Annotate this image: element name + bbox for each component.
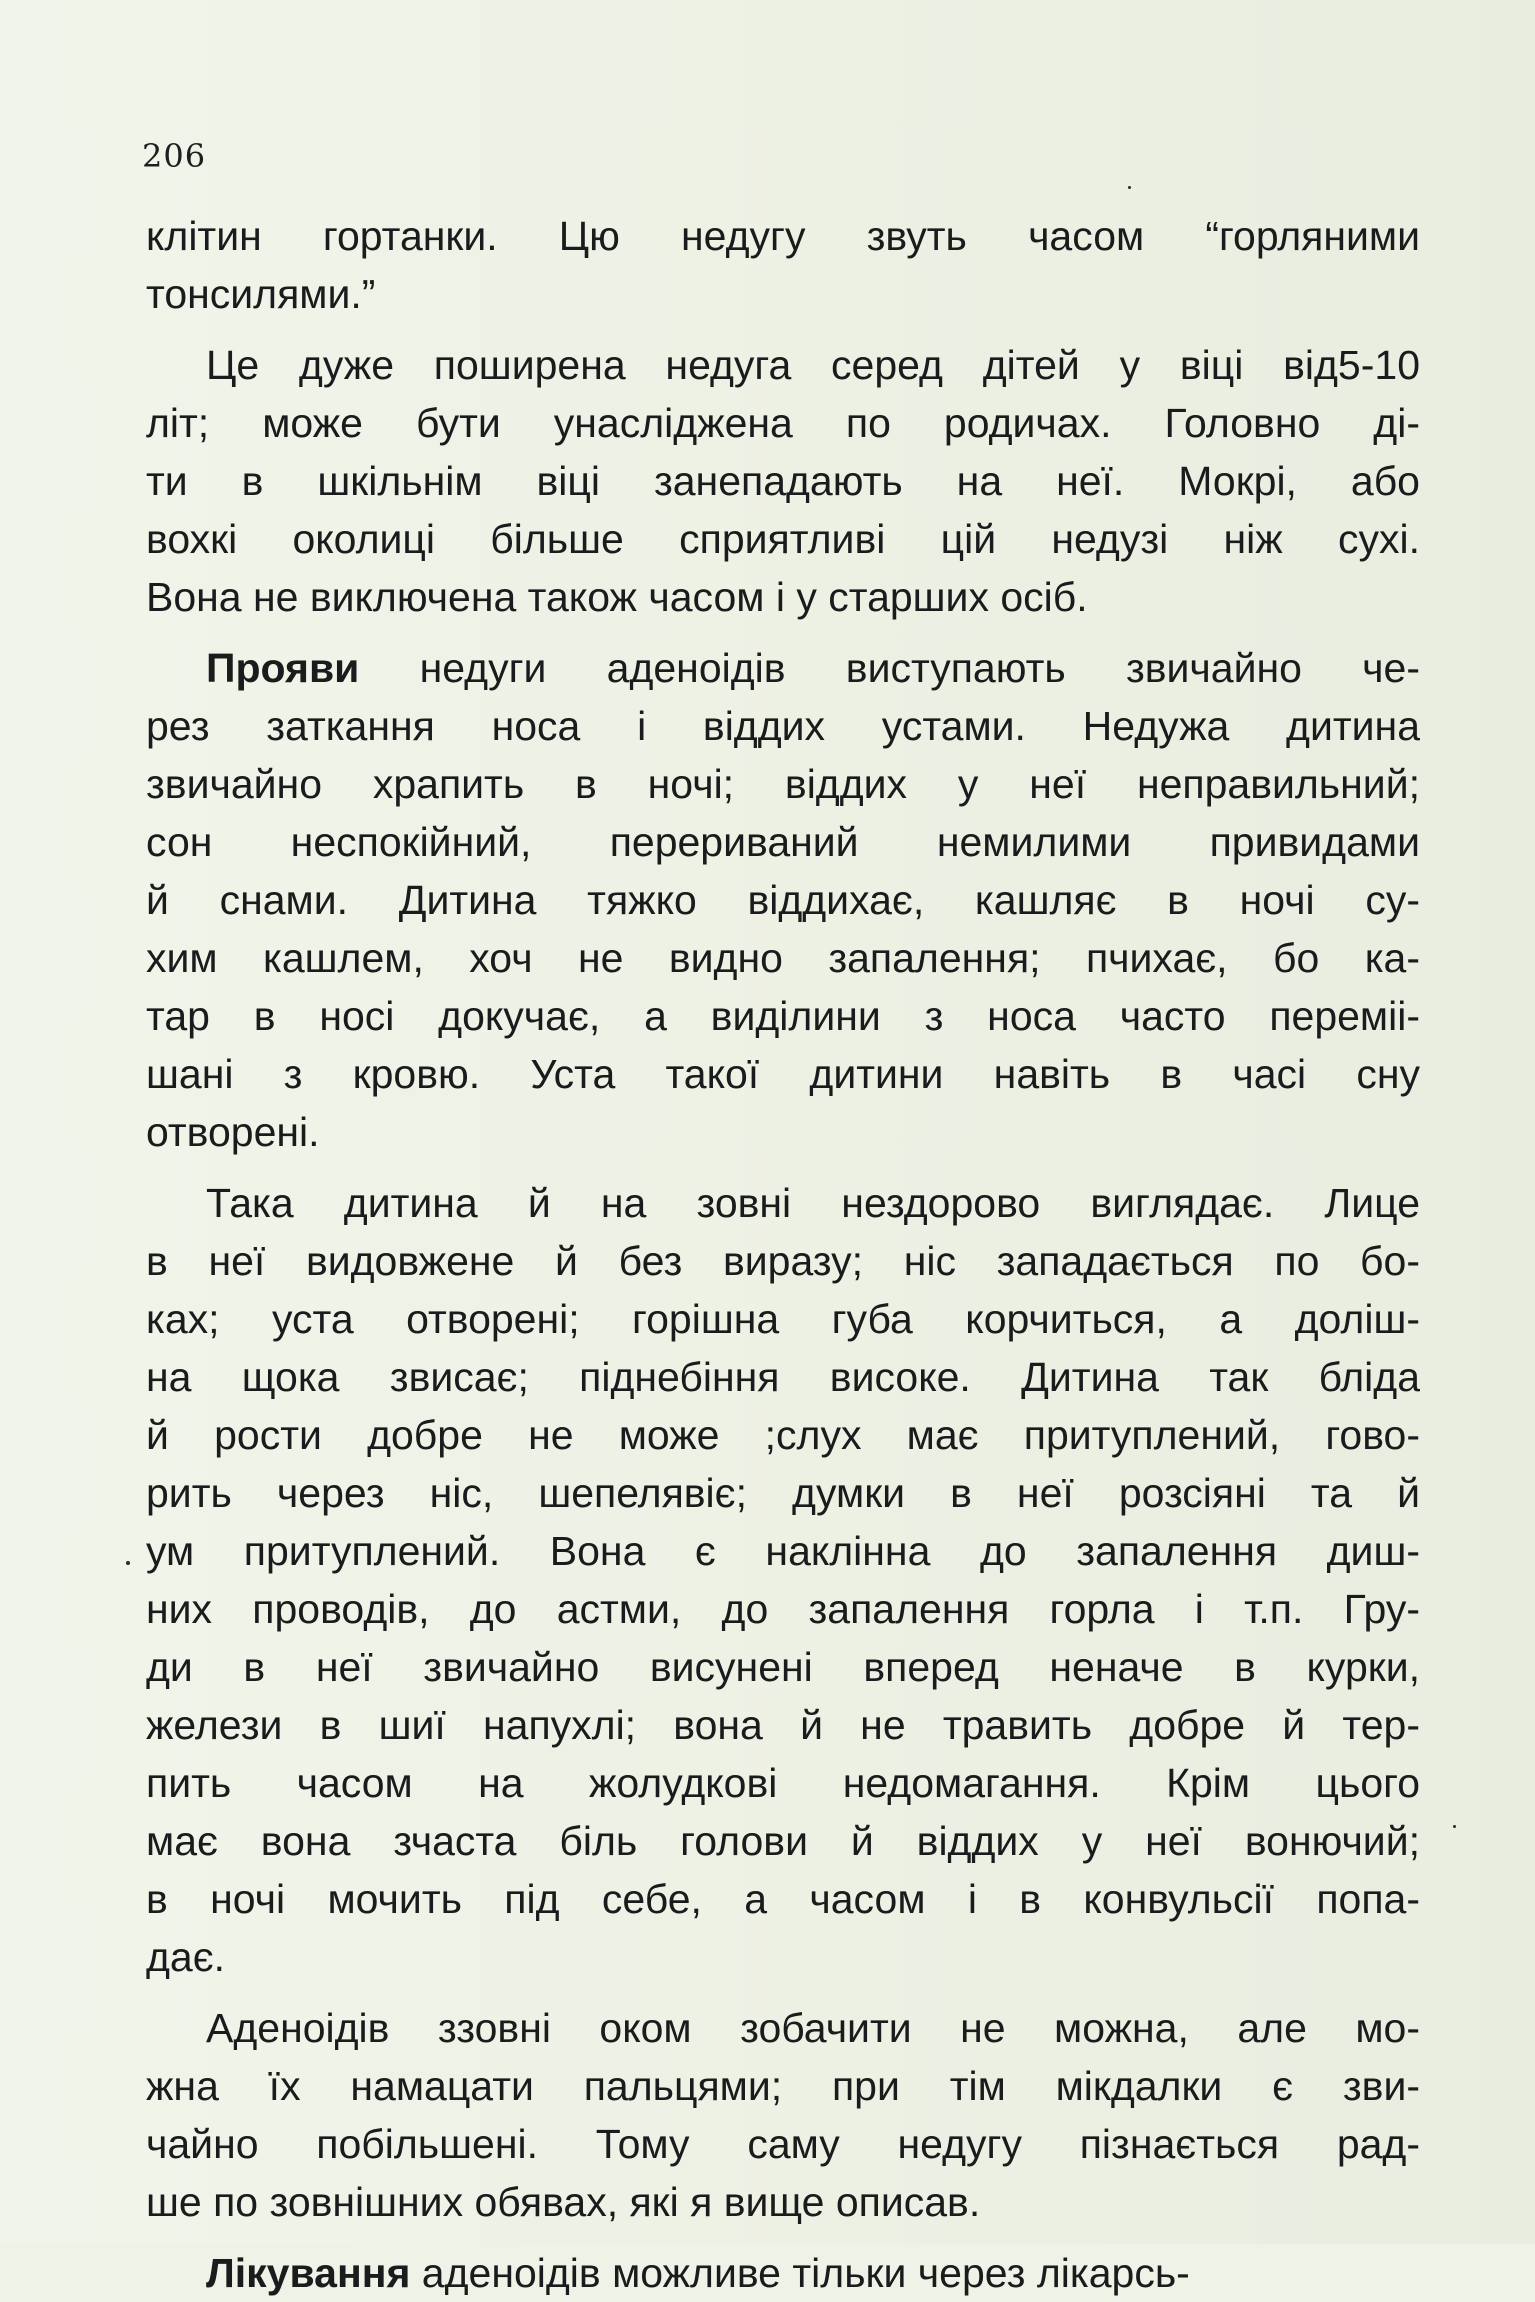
text-line: чайно побільшені. Тому саму недугу пізнається рад- xyxy=(146,2121,1420,2167)
text-line: клітин гортанки. Цю недугу звуть часом “горляними xyxy=(146,213,1420,259)
print-speck xyxy=(126,1561,130,1565)
print-speck xyxy=(1128,186,1131,189)
text-line: жна їх намацати пальцями; при тім мікдалки є зви- xyxy=(146,2063,1420,2109)
paragraph-lead-word: Прояви xyxy=(206,645,360,691)
text-line: ти в шкільнім віці занепадають на неї. Мокрі, або xyxy=(146,458,1420,504)
text-line: тонсилями.” xyxy=(146,271,376,317)
text-line: хим кашлем, хоч не видно запалення; пчихає, бо ка- xyxy=(146,935,1420,981)
text-line: рить через ніс, шепелявіє; думки в неї розсіяні та й xyxy=(146,1470,1420,1516)
text-line: Аденоідів ззовні оком зобачити не можна, але мо- xyxy=(206,2005,1420,2051)
text-line: отворені. xyxy=(146,1109,320,1155)
text-line: них проводів, до астми, до запалення горла і т.п. Гру- xyxy=(146,1586,1420,1632)
text-line: ум притуплений. Вона є наклінна до запалення диш- xyxy=(146,1528,1420,1574)
text-line: рез заткання носа і віддих устами. Недужа дитина xyxy=(146,703,1420,749)
paragraph-2 xyxy=(146,336,1420,626)
text-line: Це дуже поширена недуга серед дітей у віці від5-10 xyxy=(206,342,1420,388)
text-line: й снами. Дитина тяжко віддихає, кашляє в ночі су- xyxy=(146,877,1420,923)
text-line: пить часом на жолудкові недомагання. Крім цього xyxy=(146,1760,1420,1806)
paragraph-6 xyxy=(146,2244,1420,2302)
text-line: тар в носі докучає, а виділини з носа часто переміі- xyxy=(146,993,1420,1039)
text-line: дає. xyxy=(146,1934,226,1980)
text-line: в ночі мочить під себе, а часом і в конвульсії попа- xyxy=(146,1876,1420,1922)
text-line xyxy=(146,639,1420,697)
text-line: в неї видовжене й без виразу; ніс западається по бо- xyxy=(146,1238,1420,1284)
paragraph-3 xyxy=(146,639,1420,1161)
text-line: желези в шиї напухлі; вона й не травить добре й тер- xyxy=(146,1702,1420,1748)
text-line: Вона не виключена також часом і у старших осіб. xyxy=(146,574,1088,620)
paragraph-1 xyxy=(146,207,1420,323)
print-speck xyxy=(1453,1825,1456,1828)
text-line: ше по зовнішних обявах, які я вище описав. xyxy=(146,2179,981,2225)
body-text xyxy=(146,207,1420,2302)
text-line: Така дитина й на зовні нездорово виглядає. Лице xyxy=(206,1180,1420,1226)
paragraph-5 xyxy=(146,1999,1420,2231)
text-line: шані з кровю. Уста такої дитини навіть в часі сну xyxy=(146,1051,1420,1097)
text-line: літ; може бути унасліджена по родичах. Головно ді- xyxy=(146,400,1420,446)
text-line: ди в неї звичайно висунені вперед неначе в курки, xyxy=(146,1644,1420,1690)
page-number: 206 xyxy=(142,137,207,175)
text-line: на щока звисає; піднебіння високе. Дитина так бліда xyxy=(146,1354,1420,1400)
text-line: звичайно храпить в ночі; віддих у неї неправильний; xyxy=(146,761,1420,807)
text-fragment: аденоідів можливе тільки через лікарсь- xyxy=(410,2250,1190,2296)
text-line: вохкі околиці більше сприятливі цій недузі ніж сухі. xyxy=(146,516,1420,562)
text-line: сон неспокійний, перериваний немилими привидами xyxy=(146,819,1420,865)
paragraph-lead-word: Лікування xyxy=(206,2250,411,2296)
text-line xyxy=(146,2244,1420,2302)
text-fragment: недуги аденоідів виступають звичайно че- xyxy=(359,645,1420,691)
paragraph-4 xyxy=(146,1174,1420,1986)
text-line: має вона зчаста біль голови й віддих у неї вонючий; xyxy=(146,1818,1420,1864)
text-line: й рости добре не може ;слух має притуплений, гово- xyxy=(146,1412,1420,1458)
text-line: ках; уста отворені; горішна губа корчиться, а доліш- xyxy=(146,1296,1420,1342)
